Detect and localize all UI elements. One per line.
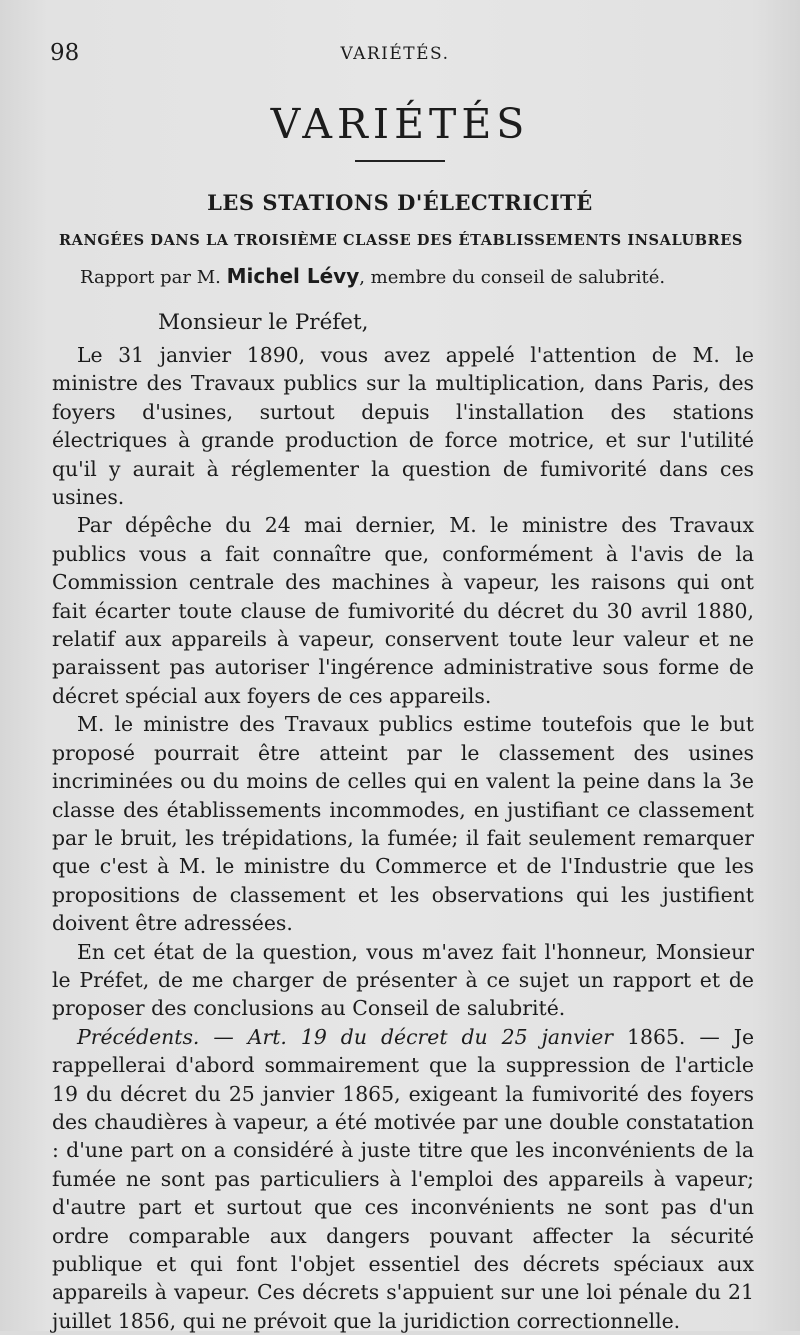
title-rule xyxy=(355,160,445,162)
page-title: VARIÉTÉS xyxy=(270,100,530,148)
report-suffix: , membre du conseil de salubrité. xyxy=(359,267,666,288)
precedents-year: 1865. — xyxy=(627,1024,720,1049)
salutation: Monsieur le Préfet, xyxy=(158,310,369,335)
section-title: LES STATIONS D'ÉLECTRICITÉ xyxy=(207,190,593,215)
body-text xyxy=(52,341,754,1335)
running-title: VARIÉTÉS. xyxy=(340,44,450,64)
section-subtitle: RANGÉES DANS LA TROISIÈME CLASSE DES ÉTABLISSEMENTS INSALUBRES xyxy=(59,232,743,249)
report-prefix: Rapport par M. xyxy=(80,267,221,288)
running-header xyxy=(50,40,740,70)
paragraph: Par dépêche du 24 mai dernier, M. le ministre des Travaux publics vous a fait connaître que, conformément à l'avis de la Commission centrale des machines à vapeur, les raisons qui ont fait écarter toute clause de fumivorité du décret du 30 avril 1880, relatif aux appareils à vapeur, conservent toute leur valeur et ne paraissent pas autoriser l'ingérence administrative sous forme de décret spécial aux foyers de ces appareils. xyxy=(52,513,754,708)
report-author: Michel Lévy xyxy=(226,264,360,288)
paragraph: Le 31 janvier 1890, vous avez appelé l'attention de M. le ministre des Travaux publics sur la multiplication, dans Paris, des foyers d'usines, surtout depuis l'installation des stations électriques à grande production de force motrice, et sur l'utilité qu'il y aurait à réglementer la question de fumivorité dans ces usines. xyxy=(52,343,754,510)
report-byline xyxy=(80,264,752,288)
paragraph: M. le ministre des Travaux publics estime toutefois que le but proposé pourrait être atteint par le classement des usines incriminées ou du moins de celles qui en valent la peine dans la 3e classe des établissements incommodes, en justifiant ce classement par le bruit, les trépidations, la fumée; il fait seulement remarquer que c'est à M. le ministre du Commerce et de l'Industrie que les propositions de classement et les observations qui les justifient doivent être adressées. xyxy=(52,712,754,936)
precedents-text: Je rappellerai d'abord sommairement que la suppression de l'article 19 du décret du 25 janvier 1865, exigeant la fumivorité des foyers des chaudières à vapeur, a été motivée par une double constatation : d'une part on a considéré à juste titre que les inconvénients de la fumée ne sont pas particuliers à l'emploi des appareils à vapeur; d'autre part et surtout que ces inconvénients ne sont pas d'un ordre comparable aux dangers pouvant affecter la sécurité publique et qui font l'objet essentiel des décrets spéciaux aux appareils à vapeur. Ces décrets s'appuient sur une loi pénale du 21 juillet 1856, qui ne prévoit que la juridiction correctionnelle. xyxy=(52,1024,755,1333)
precedents-heading: Précédents. — Art. 19 du décret du 25 janvier xyxy=(77,1024,614,1049)
paragraph: En cet état de la question, vous m'avez fait l'honneur, Monsieur le Préfet, de me charger de présenter à ce sujet un rapport et de proposer des conclusions au Conseil de salubrité. xyxy=(52,939,754,1021)
precedents-paragraph xyxy=(52,1023,754,1335)
page-number: 98 xyxy=(50,40,80,66)
